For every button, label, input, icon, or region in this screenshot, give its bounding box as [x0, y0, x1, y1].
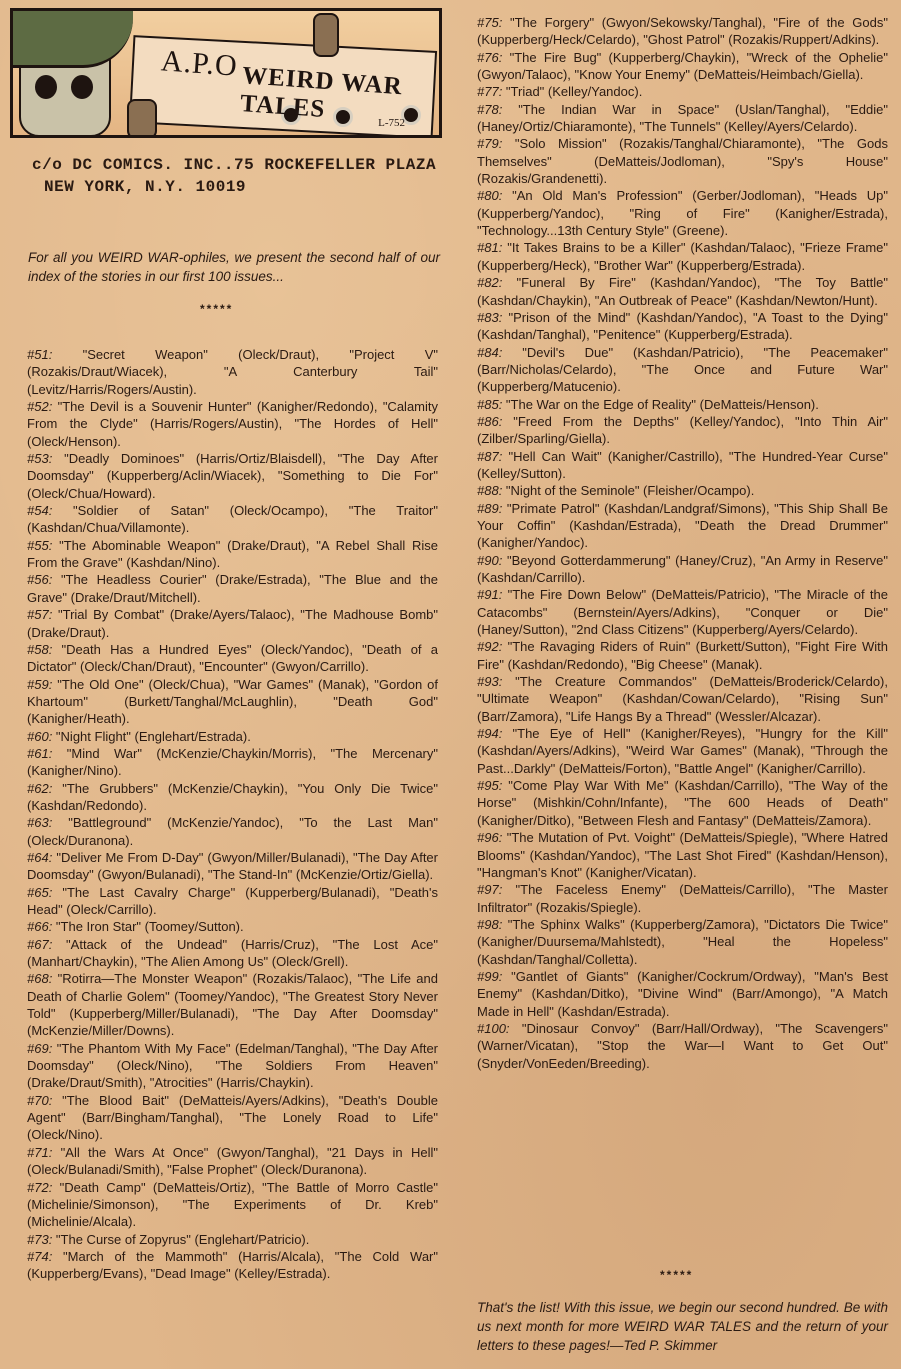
issue-stories: "Funeral By Fire" (Kashdan/Yandoc), "The Toy Battle" (Kashdan/Chaykin), "An Outbreak of Peace" (Kashdan/Newton/Hunt). [477, 275, 888, 308]
issue-stories: "Night of the Seminole" (Fleisher/Ocampo). [502, 483, 755, 499]
issue-stories: "Deliver Me From D-Day" (Gwyon/Miller/Bulanadi), "The Day After Doomsday" (Gwyon/Bulanadi), "The Stand-In" (McKenzie/Ortiz/Giella). [27, 849, 438, 883]
index-entry [27, 970, 438, 1039]
issue-number: #69: [27, 1040, 53, 1056]
index-entry [27, 606, 438, 641]
issue-stories: "An Old Man's Profession" (Gerber/Jodloman), "Heads Up" (Kupperberg/Yandoc), "Ring of Fire" (Kanigher/Estrada), "Technology...13th Century Style" (Greene). [477, 188, 888, 239]
index-entry [477, 1020, 888, 1072]
index-entry [27, 537, 438, 572]
index-entry [477, 500, 888, 552]
index-entry [27, 346, 438, 398]
index-entry [27, 780, 438, 815]
issue-stories: "Gantlet of Giants" (Kanigher/Cockrum/Ordway), "Man's Best Enemy" (Kashdan/Ditko), "Divine Wind" (Barr/Amongo), "A Match Made in Hell" (Kashdan/Estrada). [477, 968, 888, 1019]
index-entry [27, 1179, 438, 1231]
index-entry [477, 725, 888, 777]
issue-stories: "All the Wars At Once" (Gwyon/Tanghal), "21 Days in Hell" (Oleck/Bulanadi/Smith), "False Prophet" (Oleck/Duranona). [27, 1144, 438, 1178]
issue-number: #100: [477, 1020, 510, 1036]
issue-stories: "Devil's Due" (Kashdan/Patricio), "The Peacemaker" (Barr/Nicholas/Celardo), "The Once and Future War" (Kupperberg/Matucenio). [477, 344, 888, 395]
issue-number: #83: [477, 309, 503, 325]
issue-number: #85: [477, 396, 503, 412]
issue-stories: "The Faceless Enemy" (DeMatteis/Carrillo), "The Master Infiltrator" (Rozakis/Spiegle). [477, 882, 888, 915]
issue-stories: "Mind War" (McKenzie/Chaykin/Morris), "The Mercenary" (Kanigher/Nino). [27, 745, 438, 779]
index-entry [27, 502, 438, 537]
issue-number: #64: [27, 849, 53, 865]
index-entry [477, 552, 888, 587]
index-entry [27, 1144, 438, 1179]
issue-stories: "The Blood Bait" (DeMatteis/Ayers/Adkins), "Death's Double Agent" (Barr/Bingham/Tanghal), "The Lonely Road to Life" (Oleck/Nino). [27, 1092, 438, 1143]
issue-stories: "Deadly Dominoes" (Harris/Ortiz/Blaisdell), "The Day After Doomsday" (Kupperberg/Aclin/Wiacek), "Something to Die For" (Oleck/Chua/Howard). [27, 451, 438, 501]
end-divider: ***** [660, 1268, 694, 1282]
index-entry [27, 1231, 438, 1248]
issue-stories: "The Mutation of Pvt. Voight" (DeMatteis/Spiegle), "Where Hatred Blooms" (Kashdan/Yandoc), "The Last Shot Fired" (Kashdan/Henson), "Hangman's Knot" (Kanigher/Vicatan). [477, 830, 888, 880]
index-entry [477, 881, 888, 916]
index-entry [27, 641, 438, 676]
index-entry [27, 936, 438, 971]
index-entry [477, 101, 888, 136]
issue-number: #80: [477, 188, 503, 204]
issue-number: #79: [477, 136, 503, 152]
issue-stories: "The Creature Commandos" (DeMatteis/Broderick/Celardo), "Ultimate Weapon" (Kashdan/Cowan/Celardo), "Rising Sun" (Barr/Zamora), "Life Hangs By a Thread" (Wessler/Alcazar). [477, 674, 888, 724]
index-entry [27, 398, 438, 450]
index-entry [27, 814, 438, 849]
issue-number: #63: [27, 815, 53, 831]
issue-number: #93: [477, 674, 503, 690]
index-entry [27, 1092, 438, 1144]
issue-stories: "Soldier of Satan" (Oleck/Ocampo), "The Traitor" (Kashdan/Chua/Villamonte). [27, 503, 438, 536]
address-line-1: c/o DC COMICS. INC..75 ROCKEFELLER PLAZA [32, 156, 437, 174]
issue-number: #51: [27, 347, 53, 362]
index-entry [477, 135, 888, 187]
issue-number: #74: [27, 1248, 53, 1264]
index-entry [477, 396, 888, 413]
skull-eye-icon [35, 75, 57, 99]
issue-stories: "It Takes Brains to be a Killer" (Kashdan/Talaoc), "Frieze Frame" (Kupperberg/Heck), "Brother War" (Kupperberg/Estrada). [477, 240, 888, 273]
index-entry [477, 829, 888, 881]
issue-number: #54: [27, 503, 53, 519]
issue-stories: "Night Flight" (Englehart/Estrada). [52, 728, 251, 744]
index-entry [477, 49, 888, 84]
issue-stories: "March of the Mammoth" (Harris/Alcala), "The Cold War" (Kupperberg/Evans), "Dead Image" (Kelley/Estrada). [27, 1248, 438, 1282]
issue-stories: "The Headless Courier" (Drake/Estrada), "The Blue and the Grave" (Drake/Draut/Mitchell). [27, 572, 438, 605]
issue-stories: "Rotirra—The Monster Weapon" (Rozakis/Talaoc), "The Life and Death of Charlie Golem" (Toomey/Yandoc), "The Greatest Story Never Told" (Kupperberg/Miller/Bulanadi), "The Day After Doomsday" (McKenzie/Miller/Downs). [27, 971, 438, 1039]
issue-number: #71: [27, 1144, 53, 1160]
issue-number: #86: [477, 413, 503, 429]
issue-number: #73: [27, 1231, 53, 1247]
index-entry [477, 14, 888, 49]
issue-number: #76: [477, 49, 503, 65]
issue-number: #57: [27, 607, 53, 623]
skeleton-hand-icon [127, 99, 157, 138]
index-column-left [27, 346, 438, 1283]
issue-stories: "The War on the Edge of Reality" (DeMatteis/Henson). [502, 396, 819, 412]
issue-number: #94: [477, 726, 503, 742]
index-entry [477, 586, 888, 638]
index-entry [477, 777, 888, 829]
issue-stories: "The Old One" (Oleck/Chua), "War Games" (Manak), "Gordon of Khartoum" (Burkett/Tanghal/McLaughlin), "Death God" (Kanigher/Heath). [27, 676, 438, 727]
issue-number: #60: [27, 728, 53, 744]
issue-stories: "Solo Mission" (Rozakis/Tanghal/Chiaramonte), "The Gods Themselves" (DeMatteis/Jodloman), "Spy's House" (Rozakis/Grandenetti). [477, 136, 888, 187]
issue-stories: "Freed From the Depths" (Kelley/Yandoc), "Into Thin Air" (Zilber/Sparling/Giella). [477, 413, 888, 447]
issue-number: #61: [27, 745, 53, 761]
index-entry [27, 884, 438, 919]
issue-stories: "Primate Patrol" (Kashdan/Landgraf/Simons), "This Ship Shall Be Your Coffin" (Kashdan/Estrada), "Death the Dread Drummer" (Kanigher/Yandoc). [477, 500, 888, 551]
issue-stories: "The Ravaging Riders of Ruin" (Burkett/Sutton), "Fight Fire With Fire" (Kashdan/Redondo), "Big Cheese" (Manak). [477, 639, 888, 672]
index-entry [477, 83, 888, 100]
issue-number: #87: [477, 448, 503, 464]
issue-number: #97: [477, 882, 503, 898]
issue-number: #92: [477, 639, 503, 655]
closing-paragraph: That's the list! With this issue, we begin our second hundred. Be with us next month for more WEIRD WAR TALES and the return of your letters to these pages!—Ted P. Skimmer [477, 1300, 888, 1353]
issue-number: #96: [477, 830, 503, 846]
issue-stories: "The Phantom With My Face" (Edelman/Tanghal), "The Day After Doomsday" (Oleck/Nino), "The Soldiers From Heaven" (Drake/Draut/Smith), "Atrocities" (Harris/Chaykin). [27, 1040, 438, 1091]
issue-number: #56: [27, 572, 53, 588]
issue-stories: "Prison of the Mind" (Kashdan/Yandoc), "A Toast to the Dying" (Kashdan/Tanghal), "Penitence" (Kupperberg/Estrada). [477, 309, 888, 343]
issue-stories: "The Grubbers" (McKenzie/Chaykin), "You Only Die Twice" (Kashdan/Redondo). [27, 780, 438, 813]
index-entry [27, 1248, 438, 1283]
issue-number: #70: [27, 1092, 53, 1108]
issue-number: #84: [477, 344, 503, 360]
issue-number: #77: [477, 84, 503, 100]
index-entry [477, 968, 888, 1020]
issue-number: #55: [27, 537, 53, 553]
index-entry [27, 745, 438, 780]
issue-stories: "Trial By Combat" (Drake/Ayers/Talaoc), "The Madhouse Bomb" (Drake/Draut). [27, 607, 438, 640]
issue-stories: "The Iron Star" (Toomey/Sutton). [52, 919, 244, 935]
index-entry [477, 274, 888, 309]
issue-number: #53: [27, 451, 53, 467]
issue-stories: "The Curse of Zopyrus" (Englehart/Patricio). [52, 1231, 310, 1247]
issue-stories: "The Last Cavalry Charge" (Kupperberg/Bulanadi), "Death's Head" (Oleck/Carrillo). [27, 884, 438, 917]
issue-stories: "Triad" (Kelley/Yandoc). [502, 84, 643, 100]
index-entry [27, 918, 438, 935]
issue-stories: "Dinosaur Convoy" (Barr/Hall/Ordway), "The Scavengers" (Warner/Vicatan), "Stop the War—I Want to Get Out" (Snyder/VonEeden/Breeding). [477, 1020, 888, 1071]
issue-number: #78: [477, 101, 503, 117]
issue-stories: "Attack of the Undead" (Harris/Cruz), "The Lost Ace" (Manhart/Chaykin), "The Alien Among Us" (Oleck/Grell). [27, 936, 438, 970]
index-entry [27, 571, 438, 606]
issue-number: #82: [477, 275, 503, 291]
skull-eye-icon [71, 75, 93, 99]
issue-stories: "The Fire Bug" (Kupperberg/Chaykin), "Wreck of the Ophelie" (Gwyon/Talaoc), "Know Your Enemy" (DeMatteis/Heimbach/Giella). [477, 49, 888, 83]
issue-number: #91: [477, 587, 503, 603]
issue-number: #81: [477, 240, 503, 256]
index-entry [27, 676, 438, 728]
banner-code: L-752 [378, 117, 405, 129]
issue-stories: "Secret Weapon" (Oleck/Draut), "Project V" (Rozakis/Draut/Wiacek), "A Canterbury Tail" (Levitz/Harris/Rogers/Austin). [27, 347, 438, 397]
issue-stories: "Death Camp" (DeMatteis/Ortiz), "The Battle of Morro Castle" (Michelinie/Simonson), "The Experiments of Dr. Kreb" (Michelinie/Alcala). [27, 1179, 438, 1230]
issue-stories: "The Devil is a Souvenir Hunter" (Kanigher/Redondo), "Calamity From the Clyde" (Harris/Rogers/Austin), "The Hordes of Hell" (Oleck/Henson). [27, 399, 438, 449]
address-line-2: NEW YORK, N.Y. 10019 [44, 178, 247, 196]
issue-stories: "Death Has a Hundred Eyes" (Oleck/Yandoc), "Death of a Dictator" (Oleck/Chan/Draut), "Encounter" (Gwyon/Carrillo). [27, 641, 438, 675]
issue-number: #67: [27, 936, 53, 952]
index-entry [477, 638, 888, 673]
issue-number: #58: [27, 641, 53, 657]
issue-number: #72: [27, 1179, 53, 1195]
issue-number: #59: [27, 676, 53, 692]
issue-number: #75: [477, 15, 503, 30]
index-entry [477, 187, 888, 239]
issue-number: #62: [27, 780, 53, 796]
index-entry [27, 849, 438, 884]
issue-number: #65: [27, 884, 53, 900]
issue-stories: "The Forgery" (Gwyon/Sekowsky/Tanghal), "Fire of the Gods" (Kupperberg/Heck/Celardo), "Ghost Patrol" (Rozakis/Ruppert/Adkins). [477, 15, 888, 48]
issue-stories: "Battleground" (McKenzie/Yandoc), "To the Last Man" (Oleck/Duranona). [27, 815, 438, 848]
issue-stories: "The Sphinx Walks" (Kupperberg/Zamora), "Dictators Die Twice" (Kanigher/Duursema/Mahlstedt), "Heal the Hopeless" (Kashdan/Tanghal/Colletta). [477, 916, 888, 967]
issue-stories: "The Abominable Weapon" (Drake/Draut), "A Rebel Shall Rise From the Grave" (Kashdan/Nino). [27, 537, 438, 571]
index-entry [477, 448, 888, 483]
issue-number: #52: [27, 399, 53, 415]
index-entry [27, 1040, 438, 1092]
index-entry [477, 309, 888, 344]
index-entry [477, 673, 888, 725]
index-entry [27, 450, 438, 502]
issue-number: #66: [27, 919, 53, 935]
issue-number: #89: [477, 500, 503, 516]
index-entry [477, 413, 888, 448]
index-entry [477, 239, 888, 274]
issue-stories: "Beyond Gotterdammerung" (Haney/Cruz), "An Army in Reserve" (Kashdan/Carrillo). [477, 552, 888, 585]
issue-stories: "The Fire Down Below" (DeMatteis/Patricio), "The Miracle of the Catacombs" (Bernstein/Ayers/Adkins), "Conquer or Die" (Haney/Sutton), "2nd Class Citizens" (Kupperberg/Ayers/Celardo). [477, 587, 888, 638]
section-divider: ***** [200, 302, 234, 316]
apo-banner [10, 8, 442, 138]
index-entry [477, 482, 888, 499]
issue-stories: "Hell Can Wait" (Kanigher/Castrillo), "The Hundred-Year Curse" (Kelley/Sutton). [477, 448, 888, 481]
index-entry [477, 344, 888, 396]
issue-stories: "The Eye of Hell" (Kanigher/Reyes), "Hungry for the Kill" (Kashdan/Ayers/Adkins), "Weird War Games" (Manak), "Through the Past...Darkly" (DeMatteis/Forton), "Battle Angel" (Kanigher/Carrillo). [477, 726, 888, 776]
issue-stories: "The Indian War in Space" (Uslan/Tanghal), "Eddie" (Haney/Ortiz/Chiaramonte), "The Tunnels" (Kelley/Ayers/Celardo). [477, 101, 888, 135]
index-entry [477, 916, 888, 968]
issue-number: #98: [477, 916, 503, 932]
issue-number: #90: [477, 552, 503, 568]
banner-title: WEIRD WAR TALES [239, 62, 404, 123]
issue-number: #68: [27, 971, 53, 987]
skeleton-hand-icon [313, 13, 339, 57]
banner-apo-text: A.P.O [159, 44, 239, 83]
issue-number: #99: [477, 968, 503, 984]
mailing-address [32, 154, 452, 198]
intro-paragraph: For all you WEIRD WAR-ophiles, we present the second half of our index of the stories in our first 100 issues... [28, 250, 440, 284]
index-column-right [477, 14, 888, 1072]
issue-stories: "Come Play War With Me" (Kashdan/Carrillo), "The Way of the Horse" (Mishkin/Cohn/Infante), "The 600 Heads of Death" (Kanigher/Ditko), "Between Flesh and Fantasy" (DeMatteis/Zamora). [477, 778, 888, 828]
issue-number: #95: [477, 778, 503, 794]
index-entry [27, 728, 438, 745]
issue-number: #88: [477, 483, 503, 499]
